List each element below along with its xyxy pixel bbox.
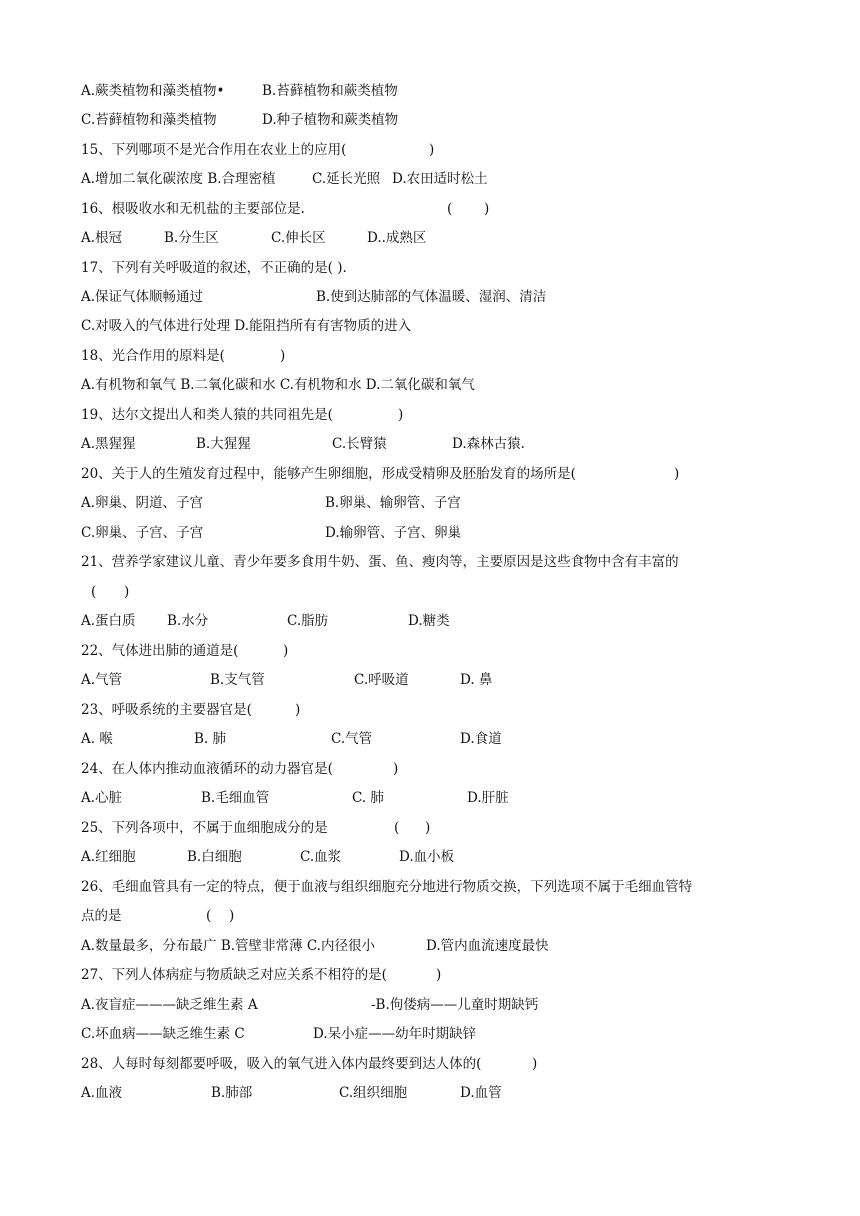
q15-options-part-1: C.延长光照	[312, 171, 381, 187]
q16-options	[81, 228, 820, 248]
q28-options-part-3: D.血管	[460, 1085, 502, 1101]
q20-options-1-part-1: B.卵巢、输卵管、子宫	[325, 495, 461, 511]
q25-options-part-1: B.白细胞	[187, 849, 242, 865]
q14-options-2-part-1: D.种子植物和蕨类植物	[262, 112, 399, 128]
q28-question	[81, 1054, 820, 1074]
q24-options-part-0: A.心脏	[81, 790, 123, 806]
q25-question-part-1: (	[394, 820, 400, 836]
q19-question-part-1: )	[398, 407, 404, 423]
q23-options-part-1: B. 肺	[194, 731, 227, 747]
q17-options-2-part-0: C.对吸入的气体进行处理 D.能阻挡所有有害物质的进入	[81, 318, 412, 334]
q25-question-part-2: )	[425, 820, 431, 836]
q20-options-1-part-0: A.卵巢、阴道、子宫	[81, 495, 204, 511]
q24-question	[81, 759, 820, 779]
q21-options-part-0: A.蛋白质	[81, 613, 136, 629]
q28-question-part-1: )	[532, 1056, 538, 1072]
q26-question-cont-part-0: 点的是	[81, 908, 122, 924]
q17-options-1-part-0: A.保证气体顺畅通过	[81, 289, 204, 305]
q25-question-part-0: 25、下列各项中，不属于血细胞成分的是	[81, 820, 328, 836]
q22-options-part-2: C.呼吸道	[354, 672, 409, 688]
q26-question-cont	[81, 906, 820, 926]
q14-options-1-part-0: A.蕨类植物和藻类植物•	[81, 83, 225, 99]
q27-options-2-part-1: D.呆小症——幼年时期缺锌	[313, 1026, 477, 1042]
q24-options-part-3: D.肝脏	[467, 790, 509, 806]
q22-options-part-1: B.支气管	[210, 672, 265, 688]
q23-options-part-0: A. 喉	[81, 731, 113, 747]
q28-question-part-0: 28、人每时每刻都要呼吸，吸入的氧气进入体内最终要到达人体的(	[81, 1056, 482, 1072]
q22-options-part-3: D. 鼻	[460, 672, 493, 688]
q23-options	[81, 729, 820, 749]
q16-options-part-3: D..成熟区	[367, 230, 427, 246]
q24-question-part-1: )	[393, 761, 399, 777]
q18-options	[81, 375, 820, 395]
q16-question-part-2: )	[484, 201, 490, 217]
q16-question-part-0: 16、根吸收水和无机盐的主要部位是.	[81, 201, 305, 217]
q20-question-part-0: 20、关于人的生殖发育过程中，能够产生卵细胞，形成受精卵及胚胎发育的场所是(	[81, 466, 576, 482]
q18-question-part-0: 18、光合作用的原料是(	[81, 348, 225, 364]
q19-question-part-0: 19、达尔文提出人和类人猿的共同祖先是(	[81, 407, 333, 423]
q26-question-cont-part-1: (	[206, 908, 212, 924]
q21-question	[81, 552, 820, 572]
q15-question-part-0: 15、下列哪项不是光合作用在农业上的应用(	[81, 142, 347, 158]
q19-question	[81, 405, 820, 425]
q16-options-part-0: A.根冠	[81, 230, 123, 246]
q20-options-2-part-0: C.卵巢、子宫、子宫	[81, 525, 204, 541]
q18-question-part-1: )	[280, 348, 286, 364]
q20-options-1	[81, 493, 820, 513]
q19-options-part-2: C.长臂猿	[332, 436, 387, 452]
q23-question	[81, 700, 820, 720]
q27-question	[81, 965, 820, 985]
q15-options-part-2: D.农田适时松土	[392, 171, 488, 187]
q20-options-2	[81, 523, 820, 543]
q16-question	[81, 199, 820, 219]
q14-options-1-part-1: B.苔藓植物和蕨类植物	[262, 83, 398, 99]
q23-question-part-1: )	[295, 702, 301, 718]
q19-options-part-0: A.黑猩猩	[81, 436, 136, 452]
q25-options	[81, 847, 820, 867]
q19-options-part-3: D.森林古猿.	[452, 436, 525, 452]
q16-question-part-1: (	[447, 201, 453, 217]
q26-question	[81, 877, 820, 897]
q24-options	[81, 788, 820, 808]
q26-options-part-1: D.管内血流速度最快	[426, 938, 549, 954]
q22-question-part-1: )	[283, 643, 289, 659]
q26-options	[81, 936, 820, 956]
q17-options-1-part-1: B.使到达肺部的气体温暖、湿润、清洁	[316, 289, 547, 305]
q26-question-part-0: 26、毛细血管具有一定的特点，便于血液与组织细胞充分地进行物质交换，下列选项不属于毛细血管特	[81, 879, 693, 895]
q15-question-part-1: )	[429, 142, 435, 158]
q15-question	[81, 140, 820, 160]
q27-options-1-part-1: -B.佝偻病——儿童时期缺钙	[371, 997, 539, 1013]
q22-options-part-0: A.气管	[81, 672, 123, 688]
q21-question-cont-part-0: (	[91, 584, 97, 600]
q23-options-part-3: D.食道	[460, 731, 502, 747]
q17-options-1	[81, 287, 820, 307]
q27-options-1-part-0: A.夜盲症———缺乏维生素 A	[81, 997, 258, 1013]
q28-options-part-1: B.肺部	[211, 1085, 253, 1101]
q20-question-part-1: )	[674, 466, 680, 482]
q25-options-part-0: A.红细胞	[81, 849, 136, 865]
q28-options-part-2: C.组织细胞	[339, 1085, 408, 1101]
q15-options-part-0: A.增加二氧化碳浓度 B.合理密植	[81, 171, 276, 187]
q23-question-part-0: 23、呼吸系统的主要器官是(	[81, 702, 252, 718]
q18-options-part-0: A.有机物和氧气 B.二氧化碳和水 C.有机物和水 D.二氧化碳和氧气	[81, 377, 475, 393]
q16-options-part-2: C.伸长区	[271, 230, 326, 246]
q20-options-2-part-1: D.输卵管、子宫、卵巢	[325, 525, 462, 541]
q18-question	[81, 346, 820, 366]
q21-options-part-1: B.水分	[167, 613, 209, 629]
q14-options-2-part-0: C.苔藓植物和藻类植物	[81, 112, 217, 128]
q25-options-part-2: C.血浆	[300, 849, 342, 865]
q22-question-part-0: 22、气体进出肺的通道是(	[81, 643, 239, 659]
q27-question-part-1: )	[436, 967, 442, 983]
q27-options-2-part-0: C.坏血病——缺乏维生素 C	[81, 1026, 245, 1042]
q21-question-cont-part-1: )	[124, 584, 130, 600]
q16-options-part-1: B.分生区	[164, 230, 219, 246]
q28-options-part-0: A.血液	[81, 1085, 123, 1101]
q26-question-cont-part-2: )	[229, 908, 235, 924]
q21-question-part-0: 21、营养学家建议儿童、青少年要多食用牛奶、蛋、鱼、瘦肉等，主要原因是这些食物中含有丰富的	[81, 554, 679, 570]
q27-options-1	[81, 995, 820, 1015]
q25-options-part-3: D.血小板	[399, 849, 455, 865]
q24-options-part-2: C. 肺	[352, 790, 384, 806]
q21-options-part-2: C.脂肪	[287, 613, 329, 629]
q17-question	[81, 258, 820, 278]
q27-options-2	[81, 1024, 820, 1044]
q15-options	[81, 169, 820, 189]
q17-options-2	[81, 316, 820, 336]
q21-question-cont	[81, 582, 820, 602]
q22-options	[81, 670, 820, 690]
q26-options-part-0: A.数量最多，分布最广 B.管壁非常薄 C.内径很小	[81, 938, 375, 954]
q28-options	[81, 1083, 820, 1103]
q25-question	[81, 818, 820, 838]
q24-question-part-0: 24、在人体内推动血液循环的动力器官是(	[81, 761, 333, 777]
q21-options	[81, 611, 820, 631]
q14-options-1	[81, 81, 820, 101]
q24-options-part-1: B.毛细血管	[201, 790, 270, 806]
q22-question	[81, 641, 820, 661]
q19-options-part-1: B.大猩猩	[196, 436, 251, 452]
q23-options-part-2: C.气管	[331, 731, 373, 747]
q14-options-2	[81, 110, 820, 130]
q19-options	[81, 434, 820, 454]
q21-options-part-3: D.糖类	[408, 613, 450, 629]
q17-question-part-0: 17、下列有关呼吸道的叙述，不正确的是( ).	[81, 260, 347, 276]
q20-question	[81, 464, 820, 484]
q27-question-part-0: 27、下列人体病症与物质缺乏对应关系不相符的是(	[81, 967, 387, 983]
